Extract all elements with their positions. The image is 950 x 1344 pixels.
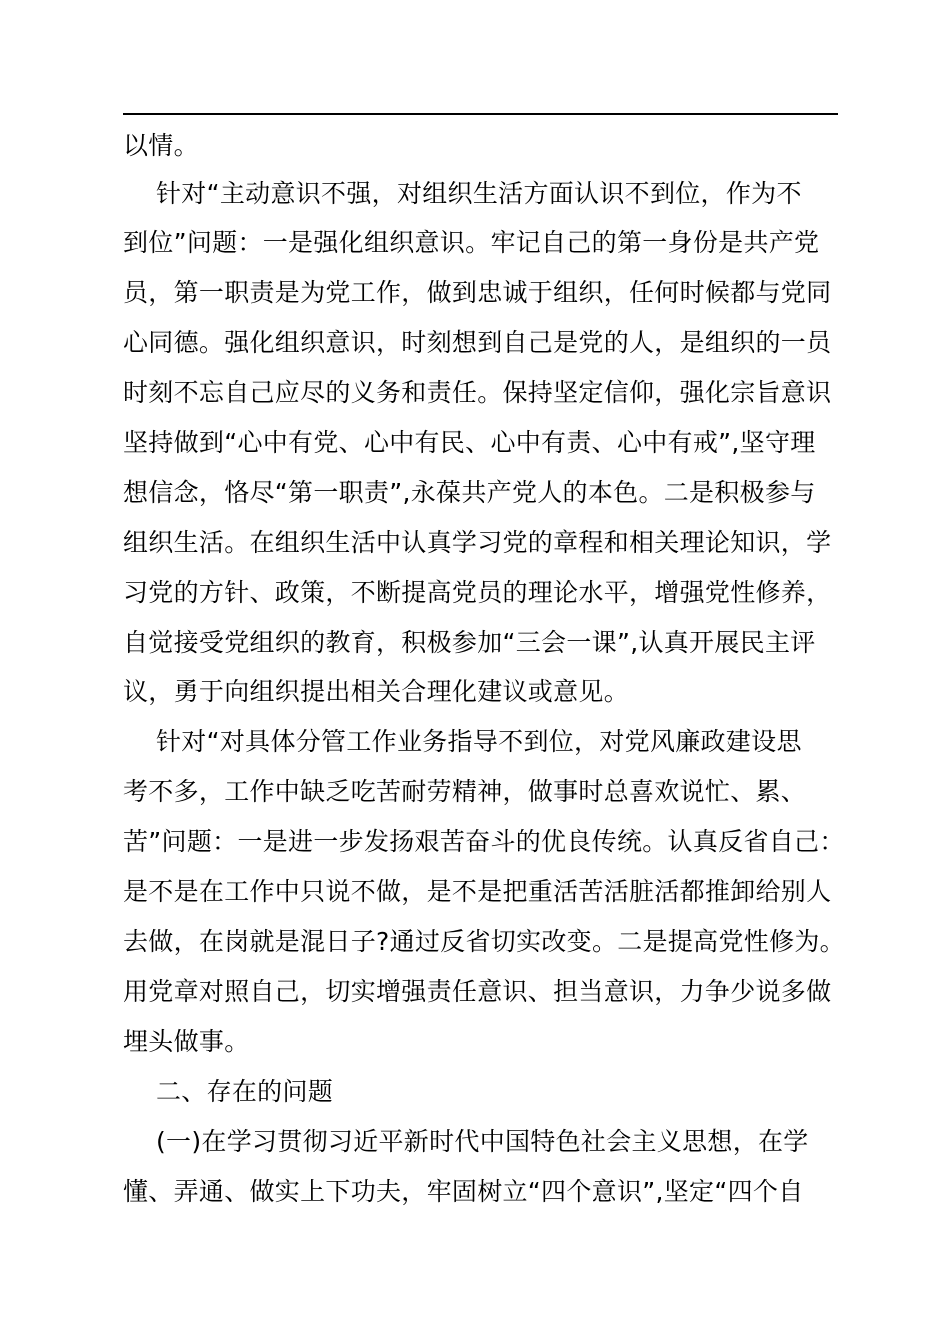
text-line: 用党章对照自己，切实增强责任意识、担当意识，力争少说多做 bbox=[123, 977, 832, 1006]
text-line: 去做，在岗就是混日子?通过反省切实改变。二是提高党性修为。 bbox=[123, 927, 845, 956]
section-heading: 二、存在的问题 bbox=[123, 1077, 334, 1106]
text-line: 习党的方针、政策，不断提高党员的理论水平，增强党性修养， bbox=[123, 578, 832, 607]
text-line: 时刻不忘自己应尽的义务和责任。保持坚定信仰，强化宗旨意识 bbox=[123, 378, 832, 407]
text-line: 自觉接受党组织的教育，积极参加“三会一课”,认真开展民主评 bbox=[123, 628, 816, 657]
text-line: 考不多，工作中缺乏吃苦耐劳精神，做事时总喜欢说忙、累、 bbox=[123, 777, 807, 806]
text-line: 议，勇于向组织提出相关合理化建议或意见。 bbox=[123, 677, 630, 706]
text-line: (一)在学习贯彻习近平新时代中国特色社会主义思想，在学 bbox=[123, 1127, 809, 1156]
text-line: 针对“主动意识不强，对组织生活方面认识不到位，作为不 bbox=[123, 179, 802, 208]
text-line: 心同德。强化组织意识，时刻想到自己是党的人，是组织的一员 bbox=[123, 328, 832, 357]
text-line: 懂、弄通、做实上下功夫，牢固树立“四个意识”,坚定“四个自 bbox=[123, 1177, 804, 1206]
header-rule bbox=[123, 113, 838, 115]
text-line: 到位”问题：一是强化组织意识。牢记自己的第一身份是共产党 bbox=[123, 228, 820, 257]
text-line: 以情。 bbox=[123, 131, 199, 160]
text-line: 坚持做到“心中有党、心中有民、心中有责、心中有戒”,坚守理 bbox=[123, 428, 816, 457]
text-line: 组织生活。在组织生活中认真学习党的章程和相关理论知识，学 bbox=[123, 528, 832, 557]
text-line: 针对“对具体分管工作业务指导不到位，对党风廉政建设思 bbox=[123, 727, 802, 756]
text-line: 苦”问题：一是进一步发扬艰苦奋斗的优良传统。认真反省自己： bbox=[123, 827, 845, 856]
text-line: 员，第一职责是为党工作，做到忠诚于组织，任何时候都与党同 bbox=[123, 278, 832, 307]
text-line: 是不是在工作中只说不做，是不是把重活苦活脏活都推卸给别人 bbox=[123, 877, 832, 906]
text-line: 埋头做事。 bbox=[123, 1027, 250, 1056]
text-line: 想信念，恪尽“第一职责”,永葆共产党人的本色。二是积极参与 bbox=[123, 478, 816, 507]
